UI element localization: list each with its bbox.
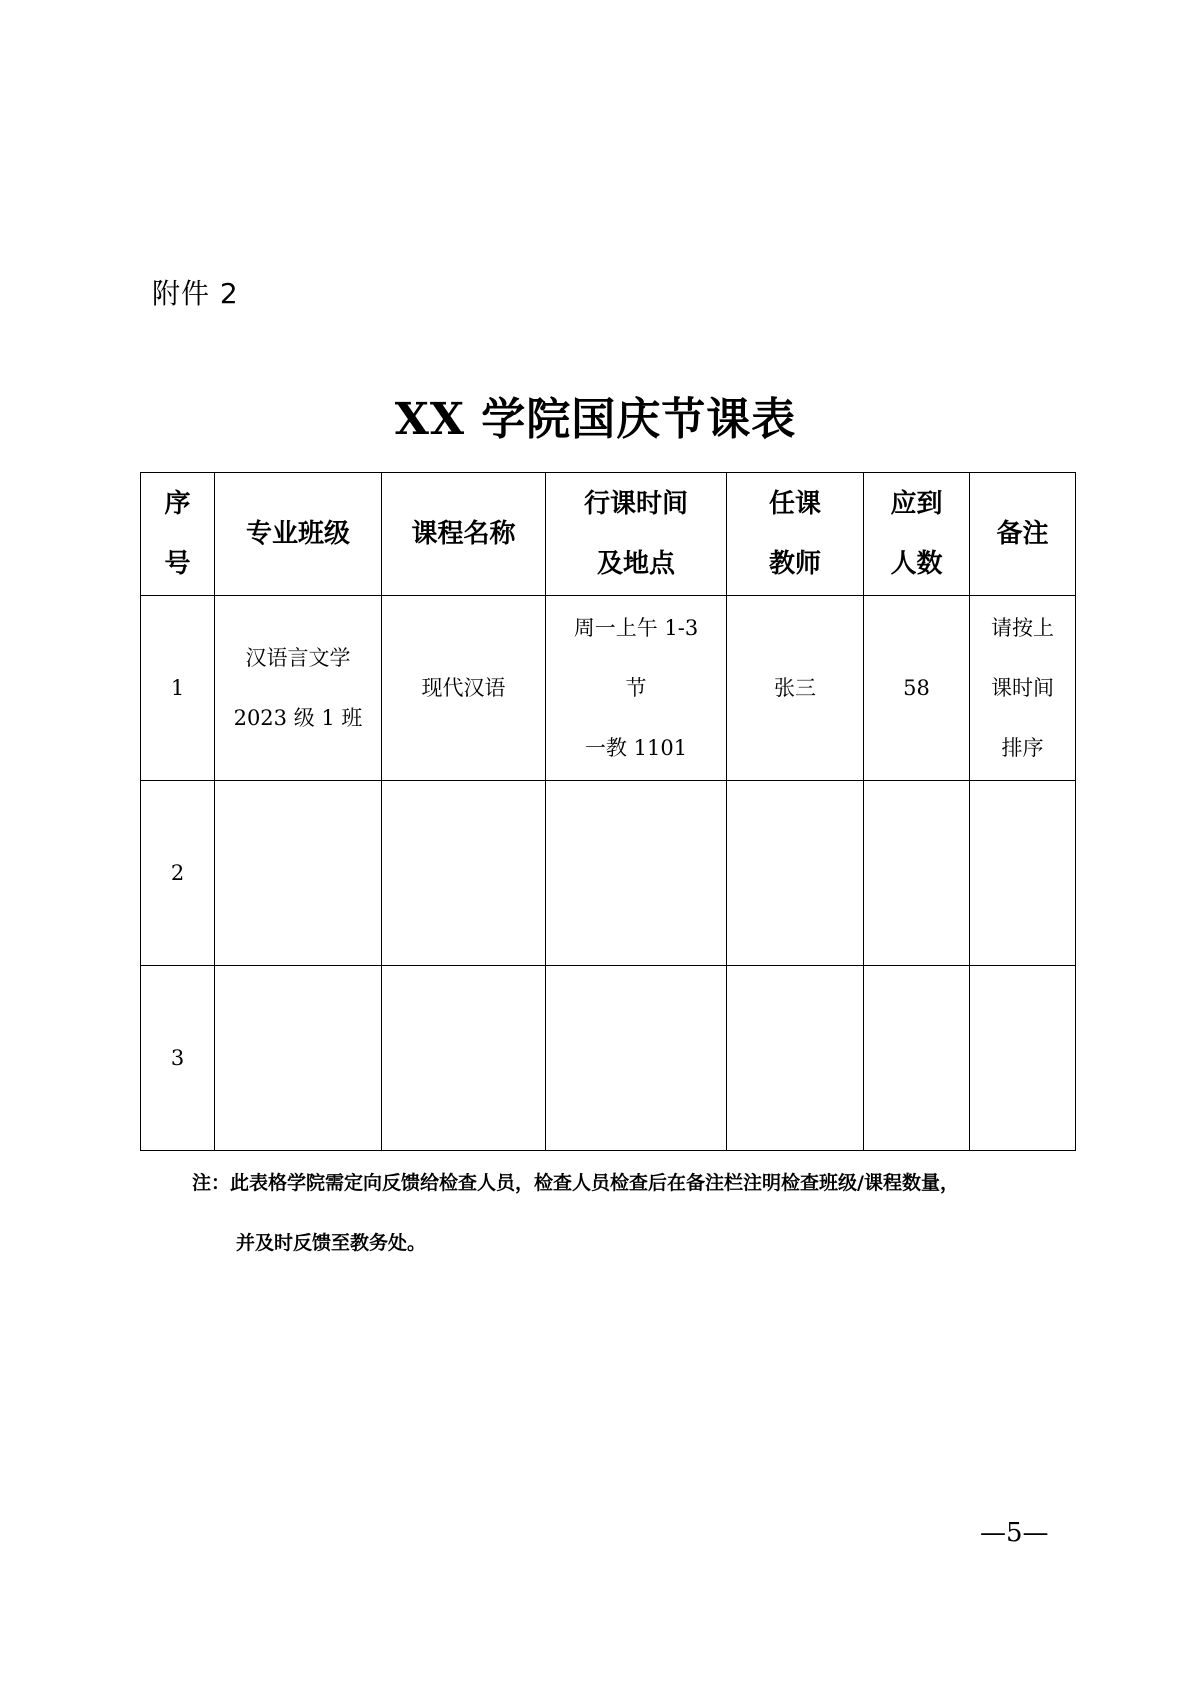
cell-time-place: 周一上午 1-3 节 一教 1101 xyxy=(546,596,727,781)
cell-count xyxy=(864,781,970,966)
cell-remark xyxy=(970,966,1076,1151)
page-title: XX 学院国庆节课表 xyxy=(394,394,797,445)
header-seq: 序 号 xyxy=(141,473,215,596)
cell-seq: 2 xyxy=(141,781,215,966)
header-teacher: 任课 教师 xyxy=(727,473,864,596)
cell-class xyxy=(215,781,382,966)
header-class: 专业班级 xyxy=(215,473,382,596)
cell-class: 汉语言文学 2023 级 1 班 xyxy=(215,596,382,781)
cell-remark: 请按上 课时间 排序 xyxy=(970,596,1076,781)
table-row xyxy=(141,966,1076,1151)
cell-teacher xyxy=(727,966,864,1151)
attachment-label: 附件 2 xyxy=(152,277,239,310)
cell-course xyxy=(382,966,546,1151)
cell-teacher xyxy=(727,781,864,966)
table-row xyxy=(141,596,1076,781)
page-number: —5— xyxy=(980,1518,1049,1548)
cell-time-place xyxy=(546,966,727,1151)
cell-seq: 1 xyxy=(141,596,215,781)
cell-seq: 3 xyxy=(141,966,215,1151)
table-header-row xyxy=(141,473,1076,596)
table-note: 注：此表格学院需定向反馈给检查人员，检查人员检查后在备注栏注明检查班级/课程数量， xyxy=(192,1172,959,1194)
cell-course: 现代汉语 xyxy=(382,596,546,781)
header-time-place: 行课时间 及地点 xyxy=(546,473,727,596)
header-course: 课程名称 xyxy=(382,473,546,596)
schedule-table xyxy=(140,472,1076,1151)
header-count: 应到 人数 xyxy=(864,473,970,596)
cell-time-place xyxy=(546,781,727,966)
cell-count: 58 xyxy=(864,596,970,781)
cell-count xyxy=(864,966,970,1151)
header-remark: 备注 xyxy=(970,473,1076,596)
cell-remark xyxy=(970,781,1076,966)
table-row xyxy=(141,781,1076,966)
table-note-continuation: 并及时反馈至教务处。 xyxy=(236,1232,427,1254)
cell-class xyxy=(215,966,382,1151)
cell-course xyxy=(382,781,546,966)
cell-teacher: 张三 xyxy=(727,596,864,781)
